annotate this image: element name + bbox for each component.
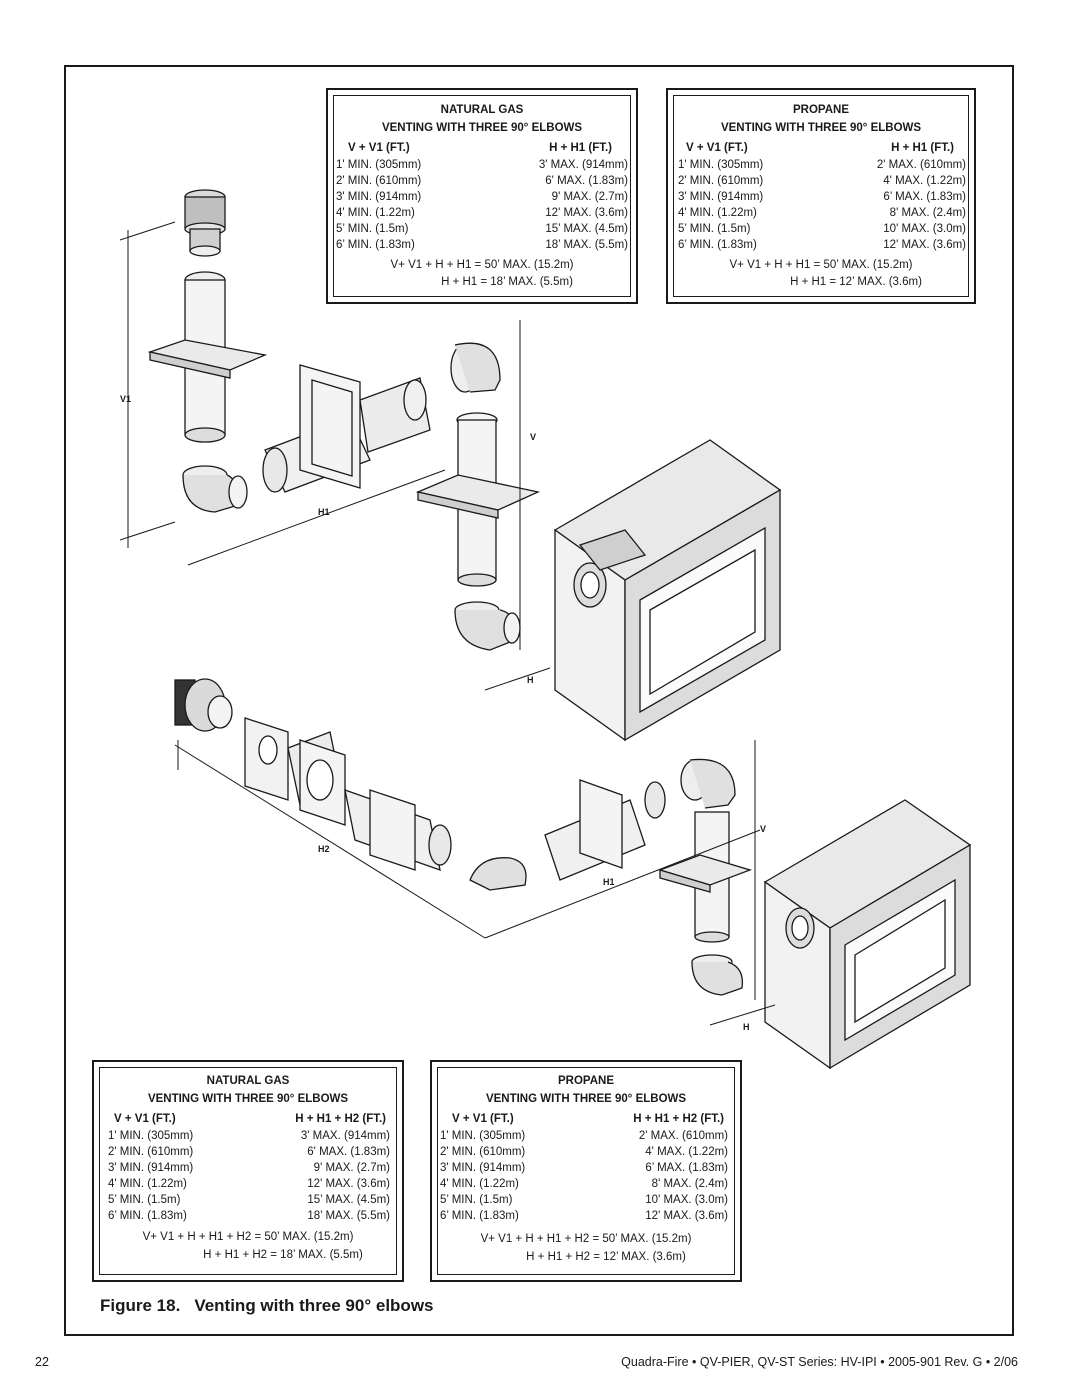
page-footer: Quadra-Fire • QV-PIER, QV-ST Series: HV-IPI • 2005-901 Rev. G • 2/06 [621, 1355, 1018, 1369]
table-row: 4' MIN. (1.22m) 8' MAX. (2.4m) [678, 207, 966, 219]
table-row: 6’ MIN. (1.83m) 12' MAX. (3.6m) [678, 239, 966, 251]
table-row: 1' MIN. (305mm) 2' MAX. (610mm) [440, 1130, 728, 1142]
wall-termination-bottom [175, 679, 345, 825]
col-header-left: V + V1 (FT.) [452, 1113, 514, 1125]
table-propane-top [666, 88, 976, 304]
col-header-left: V + V1 (FT.) [686, 142, 748, 154]
table-title: NATURAL GAS [206, 1075, 290, 1087]
col-header-right: H + H1 + H2 (FT.) [633, 1113, 724, 1125]
label-h1-top: H1 [318, 507, 330, 517]
label-v1-top: V1 [120, 394, 132, 404]
table-note-total: V+ V1 + H + H1 + H2 = 50’ MAX. (15.2m) [142, 1231, 354, 1243]
table-row: 2' MIN. (610mm) 4' MAX. (1.22m) [678, 175, 966, 187]
elbow-bottom-middle [470, 858, 526, 890]
table-propane-bottom [430, 1060, 742, 1282]
table-note-horizontal: H + H1 = 18’ MAX. (5.5m) [441, 276, 573, 288]
vertical-pipe-v1 [150, 272, 265, 442]
elbow-fireplace-top [455, 602, 520, 650]
table-row: 3' MIN. (914mm) 9' MAX. (2.7m) [108, 1162, 390, 1174]
vent-cap-icon [185, 190, 225, 256]
label-h-bottom: H [743, 1022, 750, 1032]
label-h2-bottom: H2 [318, 844, 330, 854]
figure-title: Venting with three 90° elbows [194, 1296, 434, 1315]
table-row: 2' MIN. (610mm) 6' MAX. (1.83m) [108, 1146, 390, 1158]
fireplace-unit-top [555, 440, 780, 740]
horizontal-pipe-h2 [345, 790, 451, 870]
table-row: 6’ MIN. (1.83m) 12' MAX. (3.6m) [440, 1210, 728, 1222]
page-number: 22 [35, 1355, 49, 1369]
table-row: 2' MIN. (610mm) 4' MAX. (1.22m) [440, 1146, 728, 1158]
table-natural-gas-bottom [92, 1060, 404, 1282]
table-row: 5’ MIN. (1.5m) 15’ MAX. (4.5m) [108, 1194, 390, 1206]
table-row: 3' MIN. (914mm) 6’ MAX. (1.83m) [678, 191, 966, 203]
label-v-top: V [530, 432, 537, 442]
table-note-total: V+ V1 + H + H1 = 50’ MAX. (15.2m) [390, 259, 574, 271]
horizontal-pipe-h1 [263, 365, 430, 492]
col-header-right: H + H1 (FT.) [549, 142, 612, 154]
table-row: 1' MIN. (305mm) 3' MAX. (914mm) [108, 1130, 390, 1142]
col-header-right: H + H1 (FT.) [891, 142, 954, 154]
table-row: 6’ MIN. (1.83m) 18’ MAX. (5.5m) [336, 239, 628, 251]
table-row: 5’ MIN. (1.5m) 10' MAX. (3.0m) [678, 223, 966, 235]
table-subtitle: VENTING WITH THREE 90° ELBOWS [147, 1093, 349, 1105]
table-title: PROPANE [792, 104, 850, 116]
elbow-fireplace-bottom [692, 955, 742, 995]
col-header-left: V + V1 (FT.) [348, 142, 410, 154]
label-v-bottom: V [760, 824, 767, 834]
table-row: 4' MIN. (1.22m) 12' MAX. (3.6m) [336, 207, 628, 219]
elbow-bottom-upper [681, 759, 735, 808]
vertical-pipe-v-bottom [660, 812, 750, 942]
table-row: 5’ MIN. (1.5m) 15’ MAX. (4.5m) [336, 223, 628, 235]
fireplace-unit-bottom [765, 800, 970, 1068]
col-header-right: H + H1 + H2 (FT.) [295, 1113, 386, 1125]
table-note-horizontal: H + H1 + H2 = 12’ MAX. (3.6m) [526, 1251, 686, 1263]
table-row: 4' MIN. (1.22m) 12' MAX. (3.6m) [108, 1178, 390, 1190]
label-h1-bottom: H1 [603, 877, 615, 887]
figure-caption [100, 1296, 434, 1316]
label-h-top: H [527, 675, 534, 685]
table-row: 6’ MIN. (1.83m) 18’ MAX. (5.5m) [108, 1210, 390, 1222]
table-subtitle: VENTING WITH THREE 90° ELBOWS [381, 122, 583, 134]
table-row: 1' MIN. (305mm) 2' MAX. (610mm) [678, 159, 966, 171]
table-title: NATURAL GAS [440, 104, 524, 116]
table-row: 4' MIN. (1.22m) 8' MAX. (2.4m) [440, 1178, 728, 1190]
elbow-top-right [451, 343, 500, 427]
table-note-total: V+ V1 + H + H1 = 50’ MAX. (15.2m) [729, 259, 913, 271]
table-row: 3' MIN. (914mm) 6’ MAX. (1.83m) [440, 1162, 728, 1174]
table-note-horizontal: H + H1 + H2 = 18’ MAX. (5.5m) [203, 1249, 363, 1261]
table-note-total: V+ V1 + H + H1 + H2 = 50’ MAX. (15.2m) [480, 1233, 692, 1245]
elbow-bottom-left [183, 466, 247, 512]
table-row: 1' MIN. (305mm) 3' MAX. (914mm) [336, 159, 628, 171]
table-subtitle: VENTING WITH THREE 90° ELBOWS [720, 122, 922, 134]
table-natural-gas-top [326, 88, 638, 304]
table-row: 5’ MIN. (1.5m) 10' MAX. (3.0m) [440, 1194, 728, 1206]
figure-number: Figure 18. [100, 1296, 181, 1315]
table-row: 3' MIN. (914mm) 9' MAX. (2.7m) [336, 191, 628, 203]
table-row: 2' MIN. (610mm) 6' MAX. (1.83m) [336, 175, 628, 187]
table-subtitle: VENTING WITH THREE 90° ELBOWS [485, 1093, 687, 1105]
col-header-left: V + V1 (FT.) [114, 1113, 176, 1125]
table-title: PROPANE [557, 1075, 615, 1087]
table-note-horizontal: H + H1 = 12’ MAX. (3.6m) [790, 276, 922, 288]
horizontal-pipe-h1-bottom [545, 780, 665, 880]
